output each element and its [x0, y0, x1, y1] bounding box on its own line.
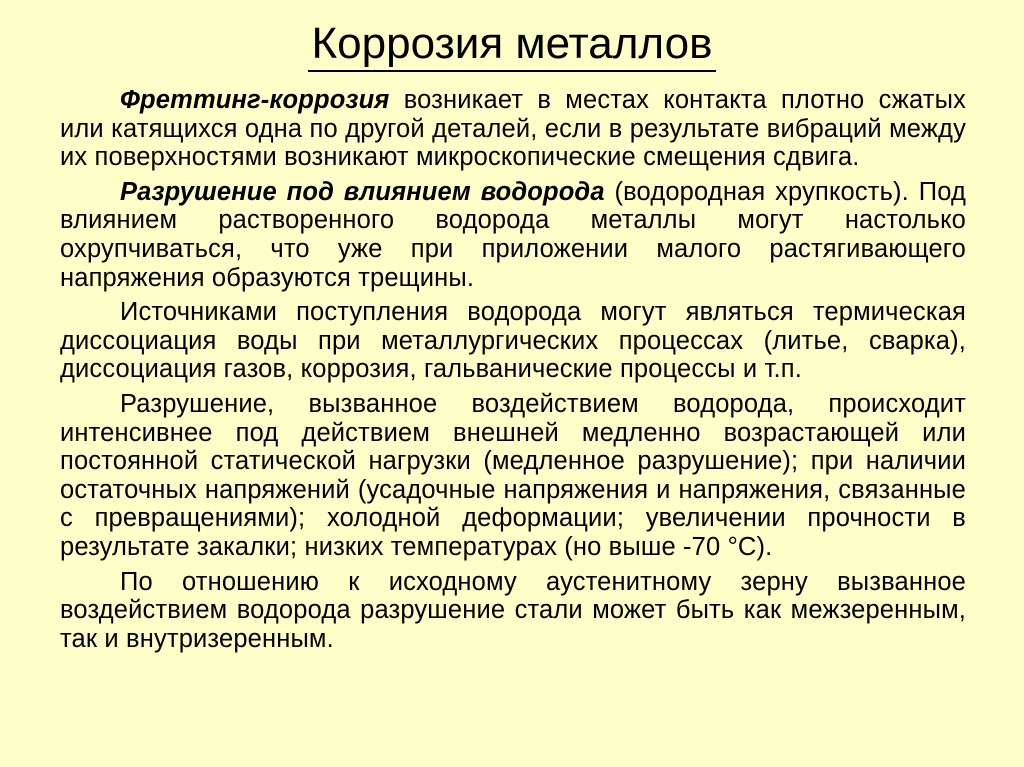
- paragraph-text: (водородная хрупкость). Под влиянием растворенного водорода металлы могут настолько охрупчиваться, что уже при приложении малого растягивающего напряжения образуются трещины.: [60, 177, 967, 292]
- paragraph-fracture-type: [60, 568, 966, 654]
- slide-title: [0, 18, 1024, 70]
- paragraph-text: Источниками поступления водорода могут являться термическая диссоциация воды при металлургических процессах (литье, сварка), диссоциация газов, коррозия, гальванические процессы и т.п.: [60, 298, 966, 384]
- paragraph-lead-term: Разрушение под влиянием водорода: [120, 177, 605, 206]
- paragraph-text: По отношению к исходному аустенитному зерну вызванное воздействием водорода разрушение стали может быть как межзеренным, так и внутризеренным.: [60, 567, 966, 653]
- slide-title-text: Коррозия металлов: [308, 19, 717, 72]
- paragraph-hydrogen-sources: [60, 298, 966, 384]
- paragraph-text: возникает в местах контакта плотно сжатых или катящихся одна по другой деталей, если в результате вибраций между их поверхностями возникают микроскопические смещения сдвига.: [60, 86, 966, 172]
- paragraph-hydrogen-embrittlement: [60, 178, 966, 292]
- paragraph-lead-term: Фреттинг-коррозия: [120, 86, 390, 114]
- paragraph-text: Разрушение, вызванное воздействием водорода, происходит интенсивнее под действием внешней медленно возрастающей или постоянной статической нагрузки (медленное разрушение); при наличии остаточных напряжений (усадочные напряжения и напряжения, связанные с превращениями); холодной деформации; увеличении прочности в результате закалки; низких температурах (но выше -70 °С).: [60, 389, 966, 561]
- slide-body: [60, 86, 966, 659]
- paragraph-fretting-corrosion: [60, 86, 966, 172]
- paragraph-hydrogen-fracture-conditions: [60, 390, 966, 562]
